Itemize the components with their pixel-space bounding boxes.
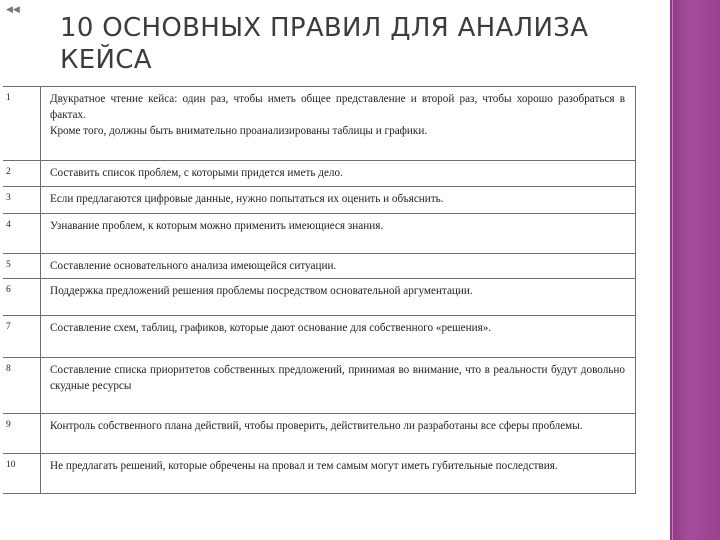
rule-text: Составление списка приоритетов собственных предложений, принимая во внимание, что в реальности будут довольно скудные ресурсы: [41, 358, 636, 414]
rule-text: Поддержка предложений решения проблемы посредством основательной аргументации.: [41, 279, 636, 316]
table-row: [3, 414, 636, 454]
table-row: [3, 187, 636, 214]
table-row: [3, 358, 636, 414]
rule-number: 7: [3, 316, 41, 358]
rule-text: Узнавание проблем, к которым можно применить имеющиеся знания.: [41, 214, 636, 254]
rule-text: Если предлагаются цифровые данные, нужно попытаться их оценить и объяснить.: [41, 187, 636, 214]
rule-text: Составить список проблем, с которыми придется иметь дело.: [41, 161, 636, 187]
rule-text-line: Кроме того, должны быть внимательно проанализированы таблицы и графики.: [50, 125, 428, 137]
rule-number: 2: [3, 161, 41, 187]
rule-text: [41, 87, 636, 161]
table-row: [3, 279, 636, 316]
rule-number: 10: [3, 454, 41, 494]
table-row: [3, 454, 636, 494]
rule-number: 4: [3, 214, 41, 254]
page-title: 10 ОСНОВНЫХ ПРАВИЛ ДЛЯ АНАЛИЗА КЕЙСА: [60, 13, 589, 75]
table-row: [3, 316, 636, 358]
rule-text: Составление схем, таблиц, графиков, которые дают основание для собственного «решения».: [41, 316, 636, 358]
table-row: [3, 254, 636, 279]
table-row: [3, 87, 636, 161]
rule-number: 8: [3, 358, 41, 414]
rule-number: 1: [3, 87, 41, 161]
rule-number: 3: [3, 187, 41, 214]
rule-number: 9: [3, 414, 41, 454]
decorative-sidebar: [670, 0, 720, 540]
table-row: [3, 161, 636, 187]
rule-text: Контроль собственного плана действий, чтобы проверить, действительно ли разработаны все сферы проблемы.: [41, 414, 636, 454]
corner-arrow-icon: ◀◀: [6, 5, 20, 15]
rule-number: 6: [3, 279, 41, 316]
rule-text: Не предлагать решений, которые обречены на провал и тем самым могут иметь губительные последствия.: [41, 454, 636, 494]
rule-text-line: Двукратное чтение кейса: один раз, чтобы иметь общее представление и второй раз, чтобы хорошо разобраться в фактах.: [50, 93, 625, 121]
sidebar-divider: [672, 0, 673, 540]
table-row: [3, 214, 636, 254]
rule-number: 5: [3, 254, 41, 279]
rules-table: [3, 86, 636, 494]
rule-text: Составление основательного анализа имеющейся ситуации.: [41, 254, 636, 279]
